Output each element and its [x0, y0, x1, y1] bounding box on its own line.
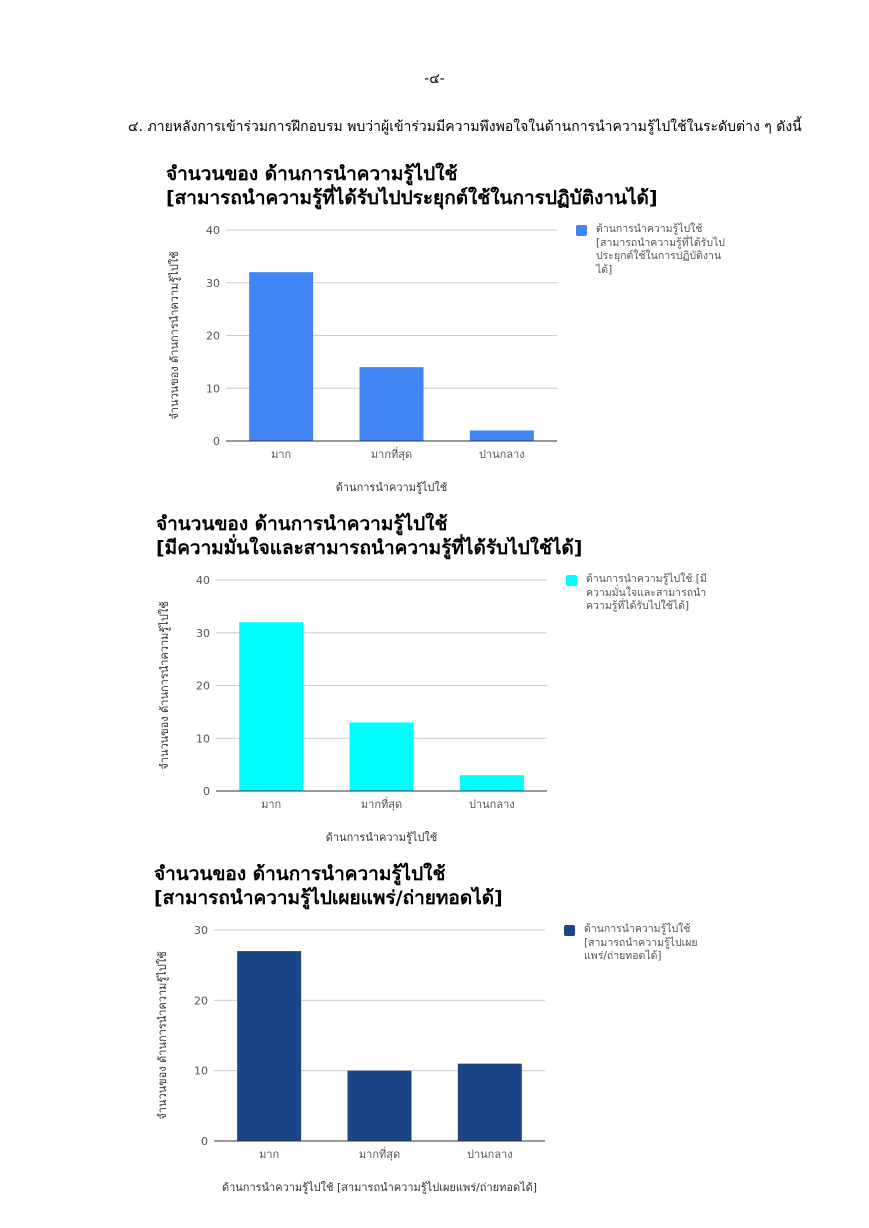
bar-1 — [239, 622, 303, 791]
y-tick-label: 0 — [203, 785, 210, 798]
y-tick-label: 40 — [206, 224, 220, 237]
x-tick-label: มาก — [259, 1148, 280, 1161]
x-tick-label: ปานกลาง — [467, 1148, 513, 1161]
legend-label: ด้านการนำความรู้ไปใช้ [สามารถนำความรู้ไปเผยแพร่/ถ่ายทอดได้] — [584, 923, 698, 962]
x-tick-label: มากที่สุด — [370, 448, 413, 461]
y-tick-label: 30 — [194, 924, 208, 937]
y-axis-title: จำนวนของ ด้านการนำความรู้ไปใช้ — [156, 951, 169, 1120]
y-tick-label: 10 — [194, 1064, 208, 1078]
chart-title-line1: จำนวนของ ด้านการนำความรู้ไปใช้ — [166, 163, 458, 185]
chart-plot — [158, 158, 578, 498]
bar-1 — [237, 951, 301, 1141]
y-tick-label: 30 — [196, 626, 210, 640]
bar-chart-disseminate — [146, 858, 706, 1198]
chart-title-line2: [สามารถนำความรู้ที่ได้รับไปประยุกต์ใช้ในการปฏิบัติงานได้] — [166, 187, 658, 209]
y-tick-label: 20 — [206, 329, 220, 343]
x-axis-title: ด้านการนำความรู้ไปใช้ — [335, 481, 448, 494]
chart-plot — [146, 858, 566, 1198]
legend-label: ด้านการนำความรู้ไปใช้ [มีความมั่นใจและสามารถนำความรู้ที่ได้รับไปใช้ได้] — [586, 573, 707, 612]
y-axis-title: จำนวนของ ด้านการนำความรู้ไปใช้ — [158, 601, 171, 770]
chart-plot — [148, 508, 568, 848]
x-tick-label: มาก — [271, 448, 292, 461]
y-tick-label: 10 — [196, 732, 210, 746]
page-number: -๔- — [424, 71, 445, 87]
legend-swatch — [576, 225, 587, 236]
chart-title-line1: จำนวนของ ด้านการนำความรู้ไปใช้ — [156, 513, 448, 535]
x-axis-title: ด้านการนำความรู้ไปใช้ [สามารถนำความรู้ไปเผยแพร่/ถ่ายทอดได้] — [221, 1181, 538, 1194]
x-tick-label: มากที่สุด — [358, 1148, 401, 1161]
legend-swatch — [564, 925, 575, 936]
bar-chart-apply-at-work — [158, 158, 725, 498]
bar-chart-confidence — [148, 508, 708, 848]
y-axis-title: จำนวนของ ด้านการนำความรู้ไปใช้ — [168, 251, 181, 420]
x-tick-label: มากที่สุด — [360, 798, 403, 811]
chart-title-line1: จำนวนของ ด้านการนำความรู้ไปใช้ — [154, 863, 446, 885]
intro-text: ๔. ภายหลังการเข้าร่วมการฝึกอบรม พบว่าผู้เข้าร่วมมีความพึงพอใจในด้านการนำความรู้ไปใช้ในระดับต่าง ๆ ดังนี้ — [128, 119, 802, 135]
y-tick-label: 10 — [206, 382, 220, 396]
x-tick-label: ปานกลาง — [469, 798, 515, 811]
bar-2 — [360, 367, 424, 441]
legend-label: ด้านการนำความรู้ไปใช้ [สามารถนำความรู้ที่ได้รับไปประยุกต์ใช้ในการปฏิบัติงานได้] — [596, 223, 725, 276]
bar-3 — [470, 430, 534, 441]
y-tick-label: 20 — [194, 994, 208, 1008]
x-tick-label: มาก — [261, 798, 282, 811]
y-tick-label: 30 — [206, 276, 220, 290]
y-tick-label: 40 — [196, 574, 210, 587]
y-tick-label: 0 — [201, 1135, 208, 1148]
legend-swatch — [566, 575, 577, 586]
bar-3 — [460, 775, 524, 791]
x-tick-label: ปานกลาง — [479, 448, 525, 461]
y-tick-label: 0 — [213, 435, 220, 448]
y-tick-label: 20 — [196, 679, 210, 693]
bar-2 — [348, 1071, 412, 1141]
x-axis-title: ด้านการนำความรู้ไปใช้ — [325, 831, 438, 844]
chart-title-line2: [สามารถนำความรู้ไปเผยแพร่/ถ่ายทอดได้] — [154, 887, 503, 909]
bar-1 — [249, 272, 313, 441]
bar-2 — [350, 722, 414, 791]
chart-title-line2: [มีความมั่นใจและสามารถนำความรู้ที่ได้รับไปใช้ได้] — [156, 537, 583, 559]
bar-3 — [458, 1064, 522, 1141]
